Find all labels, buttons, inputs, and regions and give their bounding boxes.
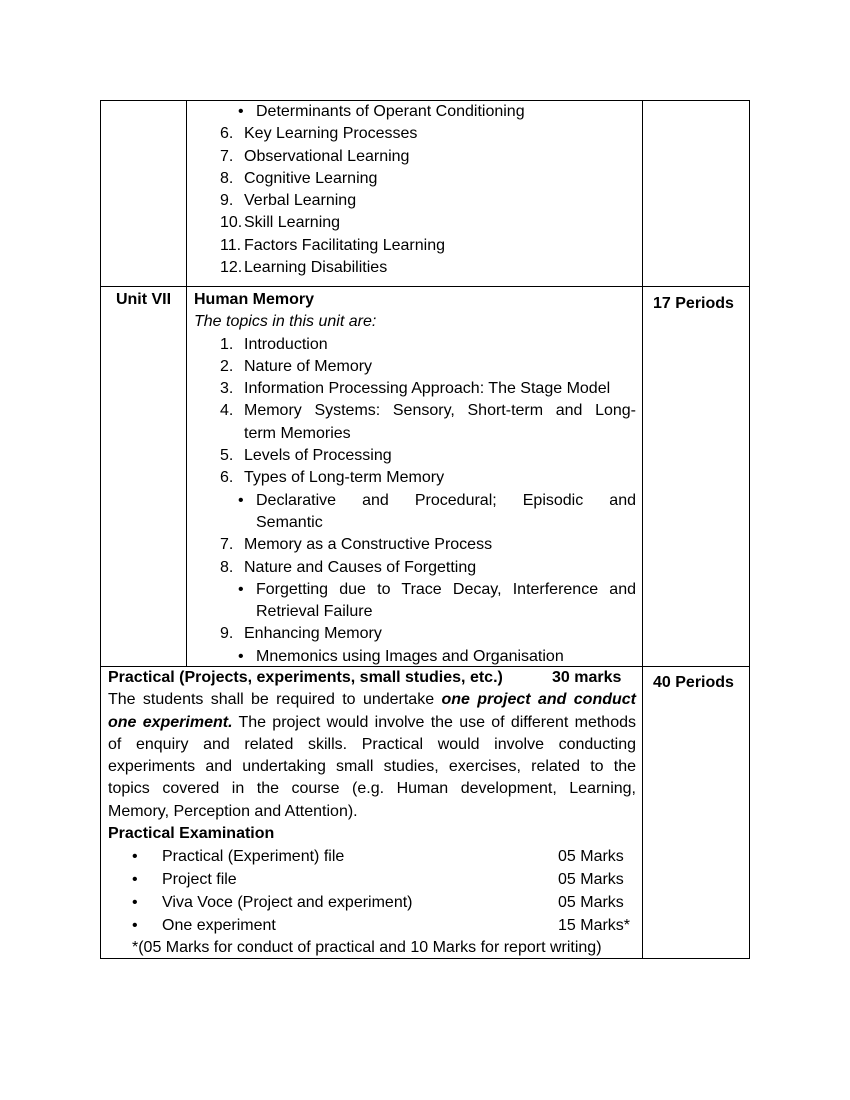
list-item: 10. Skill Learning [220,214,341,232]
bullet-icon: • [238,580,244,598]
list-item: 5. Levels of Processing [220,447,392,465]
table-row [101,286,749,666]
bullet-icon: • [238,103,244,120]
bullet-icon: • [132,894,138,912]
practical-paragraph-line: experiments and undertaking small studies, exercises, related to the [108,758,636,776]
list-item-continued: Retrieval Failure [256,603,373,621]
exam-item: • Project file 05 Marks [108,868,636,891]
exam-item: • Practical (Experiment) file 05 Marks [108,845,636,868]
list-item: 8. Nature and Causes of Forgetting [220,558,477,576]
practical-cell [101,667,643,958]
list-item: • Mnemonics using Images and Organisation [194,646,636,668]
topics-cell [187,101,643,286]
exam-item: • One experiment 15 Marks* [108,914,636,937]
list-item: 7. Observational Learning [220,147,410,165]
list-item: 8. Cognitive Learning [220,169,378,187]
list-item: 11. Factors Facilitating Learning [220,236,445,254]
unit-label: Unit VII [101,287,187,666]
exam-heading: Practical Examination [108,825,275,843]
bullet-icon: • [132,871,138,889]
periods-cell [643,101,749,286]
periods-value: 17 Periods [653,295,734,312]
topics-cell [187,287,643,666]
bullet-icon: • [238,491,244,509]
list-item: 4. Memory Systems: Sensory, Short-term and Long- [220,402,636,420]
practical-paragraph-line: of enquiry and related skills. Practical would involve conducting [108,735,636,753]
periods-value: 40 Periods [653,674,734,691]
unit-intro: The topics in this unit are: [194,313,377,331]
practical-paragraph-line: one experiment. The project would involve the use of different methods [108,713,636,731]
footnote: *(05 Marks for conduct of practical and 10 Marks for report writing) [132,939,602,957]
list-item: 3. Information Processing Approach: The Stage Model [220,380,611,398]
bullet-icon: • [132,917,138,935]
bullet-icon: • [238,647,244,665]
list-item: • Declarative and Procedural; Episodic and [194,490,636,512]
list-item: 7. Memory as a Constructive Process [220,536,493,554]
practical-marks: 30 marks [552,669,622,686]
list-item: 9. Verbal Learning [220,192,357,210]
list-item: 9. Enhancing Memory [220,625,382,643]
table-row [101,666,749,958]
table-row [101,101,749,286]
list-item-continued: term Memories [244,424,351,442]
list-item: 1. Introduction [220,335,328,353]
list-item: • Forgetting due to Trace Decay, Interference and [194,579,636,601]
practical-paragraph-line: Memory, Perception and Attention). [108,802,358,820]
practical-paragraph-line: The students shall be required to undertake one project and conduct [108,691,636,709]
list-item: 2. Nature of Memory [220,357,373,375]
exam-item: • Viva Voce (Project and experiment) 05 Marks [108,891,636,914]
list-item: • Determinants of Operant Conditioning [187,101,642,123]
syllabus-table [100,100,750,959]
list-item: 6. Types of Long-term Memory [220,469,445,487]
unit-title: Human Memory [194,291,315,308]
list-item: 6. Key Learning Processes [220,125,418,143]
practical-paragraph-line: topics covered in the course (e.g. Human development, Learning, [108,780,636,798]
bullet-icon: • [132,848,138,866]
list-item-continued: Semantic [256,513,323,531]
practical-heading: Practical (Projects, experiments, small studies, etc.) 30 marks [108,667,636,689]
list-item: 12. Learning Disabilities [220,259,388,277]
unit-cell [101,101,187,286]
